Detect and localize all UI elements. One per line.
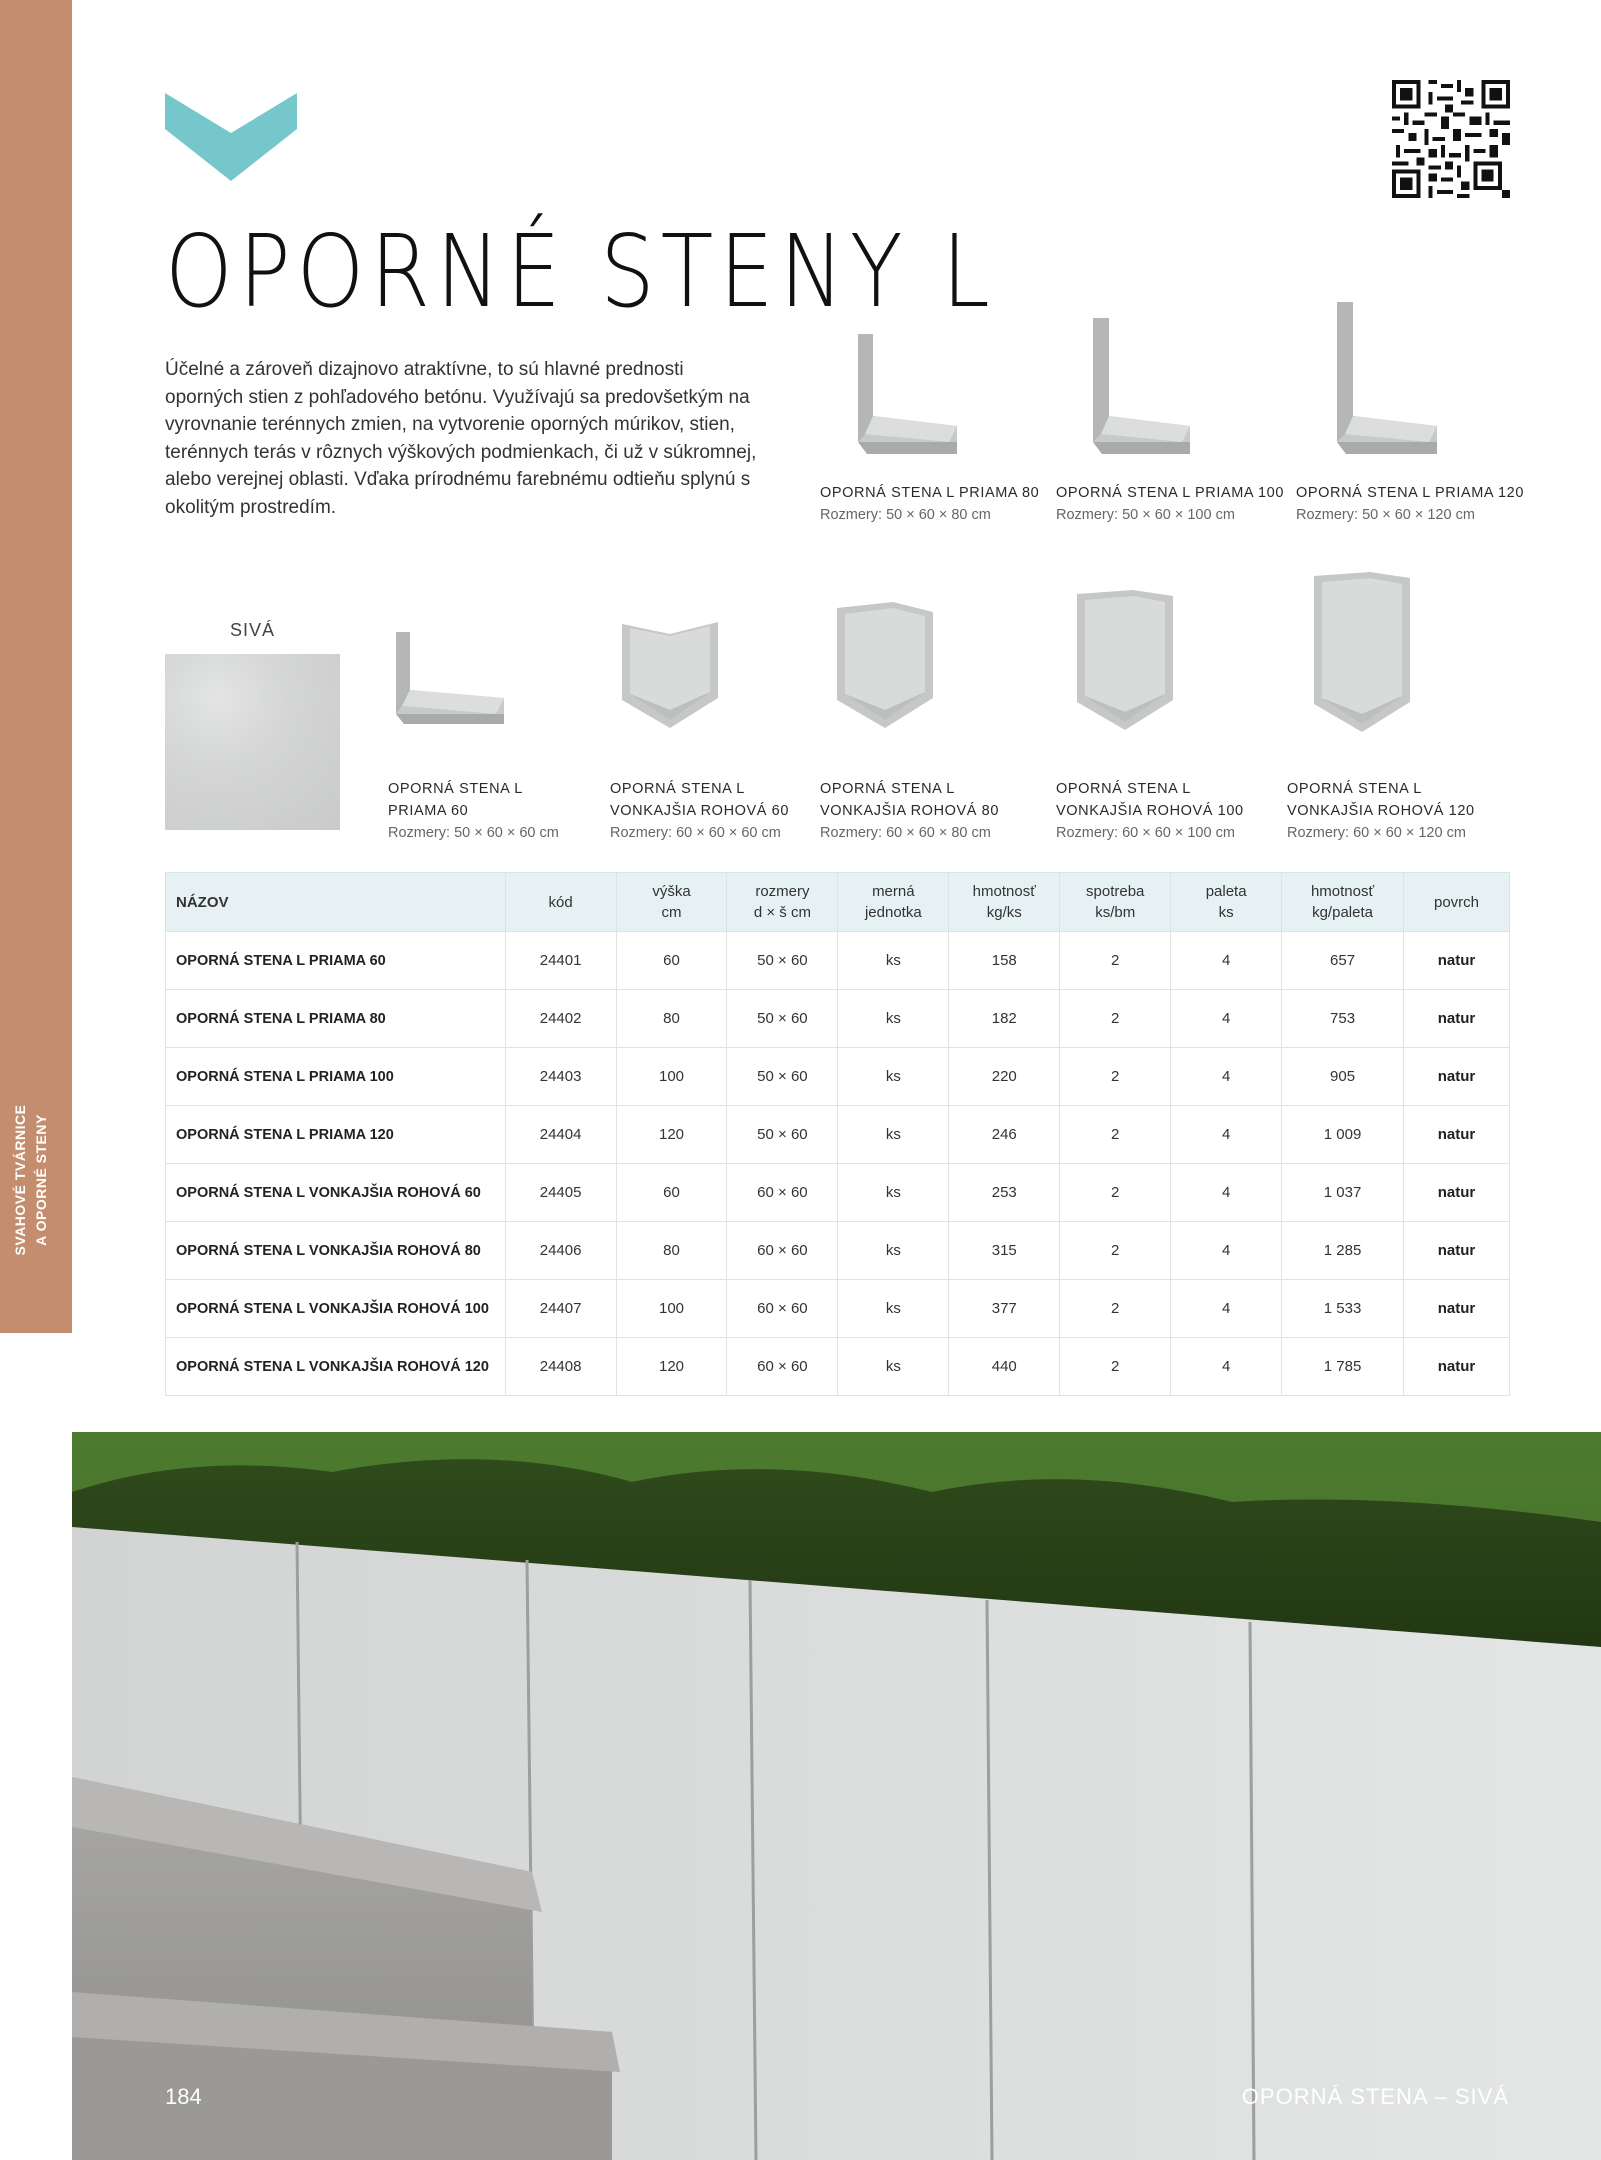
product-image-rohova-120 [1310, 568, 1415, 738]
table-cell: natur [1404, 1338, 1510, 1396]
table-cell: ks [838, 990, 949, 1048]
product-name: OPORNÁ STENA L VONKAJŠIA ROHOVÁ 120 [1287, 781, 1475, 819]
product-label-priama-120 [1296, 482, 1524, 526]
table-cell: 2 [1060, 1338, 1171, 1396]
table-cell: 24407 [505, 1280, 616, 1338]
table-header-cell: NÁZOV [166, 873, 506, 932]
table-cell: 4 [1171, 1338, 1282, 1396]
chevron-logo [165, 93, 297, 181]
product-label-rohova-120 [1287, 778, 1475, 844]
product-card-priama-120 [1307, 298, 1447, 470]
table-cell: 80 [616, 1222, 727, 1280]
table-cell: 4 [1171, 1222, 1282, 1280]
page-title: OPORNÉ STENY L [165, 213, 996, 330]
product-label-priama-60 [388, 778, 559, 844]
table-cell: natur [1404, 1222, 1510, 1280]
product-name: OPORNÁ STENA L PRIAMA 100 [1056, 485, 1285, 501]
product-card-priama-80 [827, 330, 967, 470]
table-cell: 60 × 60 [727, 1338, 838, 1396]
table-cell: 657 [1282, 932, 1404, 990]
product-image-priama-60 [392, 628, 507, 738]
product-dims: Rozmery: 60 × 60 × 120 cm [1287, 825, 1466, 841]
table-cell: 4 [1171, 932, 1282, 990]
table-cell: OPORNÁ STENA L PRIAMA 100 [166, 1048, 506, 1106]
table-cell: 50 × 60 [727, 1106, 838, 1164]
product-dims: Rozmery: 50 × 60 × 100 cm [1056, 507, 1235, 523]
product-label-rohova-60 [610, 778, 789, 844]
product-name: OPORNÁ STENA L VONKAJŠIA ROHOVÁ 100 [1056, 781, 1244, 819]
table-cell: 315 [949, 1222, 1060, 1280]
product-dims: Rozmery: 50 × 60 × 120 cm [1296, 507, 1475, 523]
product-name: OPORNÁ STENA L VONKAJŠIA ROHOVÁ 60 [610, 781, 790, 819]
table-cell: 24404 [505, 1106, 616, 1164]
product-card-priama-100 [1065, 310, 1205, 470]
product-card-rohova-80 [833, 598, 938, 734]
table-cell: 24403 [505, 1048, 616, 1106]
product-card-rohova-120 [1310, 568, 1415, 738]
product-image-priama-100 [1065, 310, 1205, 470]
product-image-priama-80 [827, 330, 967, 470]
table-cell: 120 [616, 1106, 727, 1164]
table-cell: OPORNÁ STENA L VONKAJŠIA ROHOVÁ 120 [166, 1338, 506, 1396]
retaining-wall-photo [72, 1432, 1601, 2160]
table-cell: 24401 [505, 932, 616, 990]
table-cell: 4 [1171, 1048, 1282, 1106]
product-label-priama-80 [820, 482, 1039, 526]
table-cell: OPORNÁ STENA L VONKAJŠIA ROHOVÁ 60 [166, 1164, 506, 1222]
table-body [166, 932, 1510, 1396]
table-cell: 24406 [505, 1222, 616, 1280]
product-dims: Rozmery: 50 × 60 × 60 cm [388, 825, 559, 841]
table-cell: 24402 [505, 990, 616, 1048]
table-cell: natur [1404, 1106, 1510, 1164]
table-header-cell: povrch [1404, 873, 1510, 932]
swatch-label: SIVÁ [229, 620, 276, 640]
table-cell: OPORNÁ STENA L PRIAMA 120 [166, 1106, 506, 1164]
table-cell: 246 [949, 1106, 1060, 1164]
table-header-cell: hmotnosť kg/ks [949, 873, 1060, 932]
table-cell: 2 [1060, 1222, 1171, 1280]
table-cell: 1 533 [1282, 1280, 1404, 1338]
table-cell: 377 [949, 1280, 1060, 1338]
table-cell: 80 [616, 990, 727, 1048]
table-cell: 2 [1060, 1106, 1171, 1164]
table-cell: OPORNÁ STENA L VONKAJŠIA ROHOVÁ 100 [166, 1280, 506, 1338]
product-label-rohova-100 [1056, 778, 1244, 844]
table-cell: 24408 [505, 1338, 616, 1396]
table-cell: 100 [616, 1280, 727, 1338]
product-image-priama-120 [1307, 298, 1447, 470]
table-cell: 4 [1171, 1164, 1282, 1222]
table-header-cell: výška cm [616, 873, 727, 932]
table-header-cell: rozmery d × š cm [727, 873, 838, 932]
table-row [166, 932, 1510, 990]
table-row [166, 1106, 1510, 1164]
table-cell: 50 × 60 [727, 932, 838, 990]
table-cell: 182 [949, 990, 1060, 1048]
table-cell: 753 [1282, 990, 1404, 1048]
table-cell: ks [838, 1222, 949, 1280]
table-header-cell: kód [505, 873, 616, 932]
table-row [166, 1164, 1510, 1222]
table-cell: OPORNÁ STENA L PRIAMA 60 [166, 932, 506, 990]
table-cell: 4 [1171, 1106, 1282, 1164]
product-name: OPORNÁ STENA L PRIAMA 120 [1296, 485, 1525, 501]
table-cell: 2 [1060, 1164, 1171, 1222]
table-cell: 1 785 [1282, 1338, 1404, 1396]
table-cell: 1 285 [1282, 1222, 1404, 1280]
table-cell: 253 [949, 1164, 1060, 1222]
spec-table [165, 872, 1510, 1396]
table-cell: 60 × 60 [727, 1280, 838, 1338]
table-cell: natur [1404, 1164, 1510, 1222]
product-dims: Rozmery: 60 × 60 × 100 cm [1056, 825, 1235, 841]
table-cell: ks [838, 1106, 949, 1164]
table-cell: ks [838, 1048, 949, 1106]
color-swatch-siva [165, 654, 340, 830]
table-cell: 24405 [505, 1164, 616, 1222]
table-cell: natur [1404, 990, 1510, 1048]
side-section-label [0, 1040, 72, 1330]
product-card-rohova-60 [618, 614, 723, 734]
side-label-line1: SVAHOVÉ TVÁRNICE [12, 1104, 28, 1256]
photo-caption: OPORNÁ STENA – SIVÁ [1241, 2084, 1509, 2109]
product-label-rohova-80 [820, 778, 999, 844]
table-cell: 2 [1060, 1280, 1171, 1338]
side-label-line2: A OPORNÉ STENY [33, 1114, 49, 1246]
product-card-rohova-100 [1073, 586, 1178, 736]
table-row [166, 1048, 1510, 1106]
product-image-rohova-80 [833, 598, 938, 734]
table-cell: 905 [1282, 1048, 1404, 1106]
table-cell: OPORNÁ STENA L PRIAMA 80 [166, 990, 506, 1048]
table-cell: 1 037 [1282, 1164, 1404, 1222]
table-cell: 50 × 60 [727, 1048, 838, 1106]
table-cell: 60 × 60 [727, 1164, 838, 1222]
product-image-rohova-60 [618, 614, 723, 734]
table-cell: 2 [1060, 932, 1171, 990]
table-cell: ks [838, 1338, 949, 1396]
table-cell: 440 [949, 1338, 1060, 1396]
table-cell: 50 × 60 [727, 990, 838, 1048]
table-cell: 1 009 [1282, 1106, 1404, 1164]
table-header-cell: paleta ks [1171, 873, 1282, 932]
product-name: OPORNÁ STENA L PRIAMA 80 [820, 485, 1040, 501]
product-name: OPORNÁ STENA L PRIAMA 60 [388, 781, 523, 819]
product-card-priama-60 [392, 628, 507, 738]
table-cell: 2 [1060, 990, 1171, 1048]
table-cell: ks [838, 1164, 949, 1222]
product-image-rohova-100 [1073, 586, 1178, 736]
table-header-row [166, 873, 1510, 932]
product-label-priama-100 [1056, 482, 1284, 526]
table-cell: 2 [1060, 1048, 1171, 1106]
intro-paragraph: Účelné a zároveň dizajnovo atraktívne, to sú hlavné prednosti oporných stien z pohľadového betónu. Využívajú sa predovšetkým na vyrovnanie terénnych zmien, na vytvorenie oporných múrikov, stien, terénnych terás v rôznych výškových podmienkach, či už v súkromnej, alebo verejnej oblasti. Vďaka prírodnému farebnému odtieňu splynú s okolitým prostredím. [165, 359, 757, 518]
table-cell: ks [838, 1280, 949, 1338]
qr-code-icon [1392, 80, 1510, 198]
page-number: 184 [165, 2084, 202, 2109]
table-cell: 4 [1171, 1280, 1282, 1338]
table-cell: 60 [616, 932, 727, 990]
table-row [166, 1222, 1510, 1280]
product-dims: Rozmery: 60 × 60 × 80 cm [820, 825, 991, 841]
table-row [166, 1338, 1510, 1396]
table-row [166, 990, 1510, 1048]
product-dims: Rozmery: 60 × 60 × 60 cm [610, 825, 781, 841]
table-cell: 158 [949, 932, 1060, 990]
table-cell: OPORNÁ STENA L VONKAJŠIA ROHOVÁ 80 [166, 1222, 506, 1280]
table-cell: 100 [616, 1048, 727, 1106]
table-cell: 120 [616, 1338, 727, 1396]
table-cell: 60 × 60 [727, 1222, 838, 1280]
table-cell: 60 [616, 1164, 727, 1222]
table-cell: 220 [949, 1048, 1060, 1106]
product-name: OPORNÁ STENA L VONKAJŠIA ROHOVÁ 80 [820, 781, 1000, 819]
table-header-cell: hmotnosť kg/paleta [1282, 873, 1404, 932]
table-header-cell: spotreba ks/bm [1060, 873, 1171, 932]
table-cell: ks [838, 932, 949, 990]
table-cell: natur [1404, 1048, 1510, 1106]
table-cell: natur [1404, 932, 1510, 990]
table-header-cell: merná jednotka [838, 873, 949, 932]
table-cell: natur [1404, 1280, 1510, 1338]
table-cell: 4 [1171, 990, 1282, 1048]
table-row [166, 1280, 1510, 1338]
product-dims: Rozmery: 50 × 60 × 80 cm [820, 507, 991, 523]
